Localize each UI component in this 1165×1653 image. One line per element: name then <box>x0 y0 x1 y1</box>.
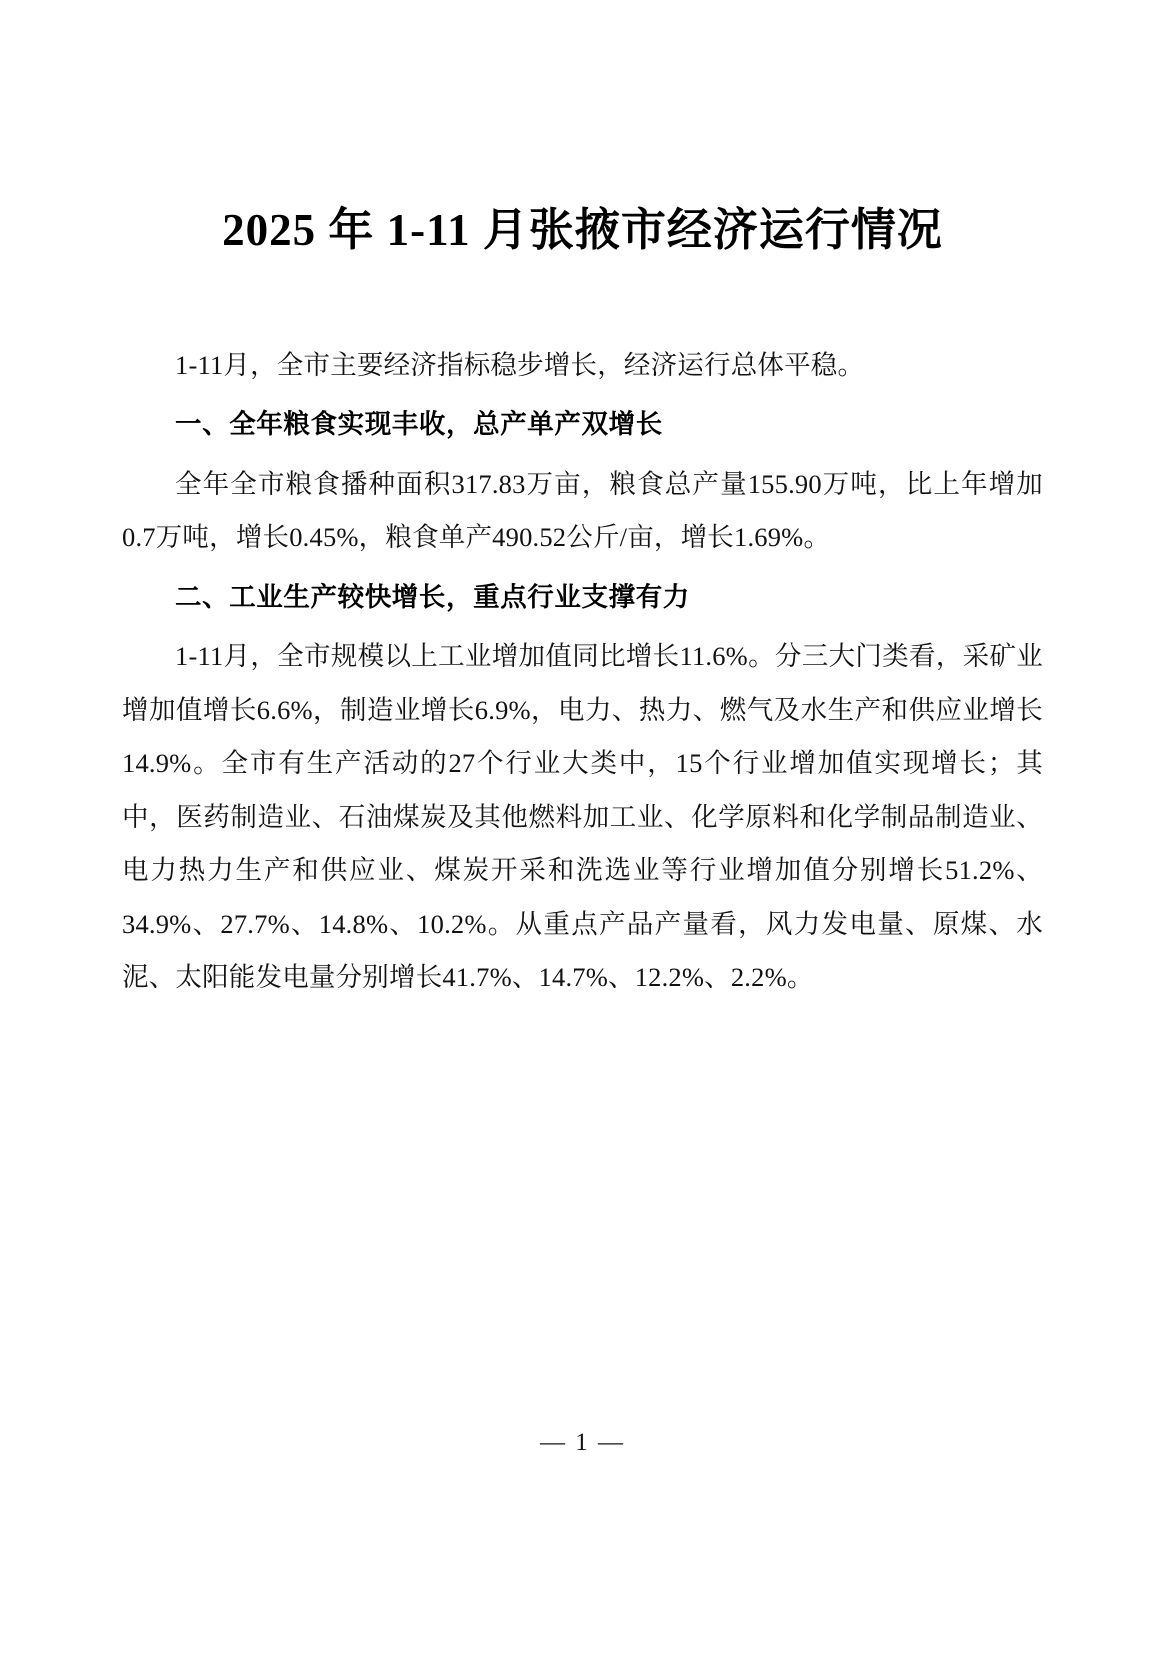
section-heading-1: 一、全年粮食实现丰收，总产单产双增长 <box>175 409 663 440</box>
page-number: — 1 — <box>540 1429 625 1456</box>
intro-paragraph: 1-11月，全市主要经济指标稳步增长，经济运行总体平稳。 <box>175 349 865 380</box>
section-body-1: 全年全市粮食播种面积317.83万亩，粮食总产量155.90万吨，比上年增加0.7万吨，增长0.45%，粮食单产490.52公斤/亩，增长1.69%。 <box>122 468 1043 553</box>
section-body-2: 1-11月，全市规模以上工业增加值同比增长11.6%。分三大门类看，采矿业增加值增长6.6%，制造业增长6.9%，电力、热力、燃气及水生产和供应业增长14.9%。全市有生产活动的27个行业大类中，15个行业增加值实现增长；其中，医药制造业、石油煤炭及其他燃料加工业、化学原料和化学制品制造业、电力热力生产和供应业、煤炭开采和洗选业等行业增加值分别增长51.2%、34.9%、27.7%、14.8%、10.2%。从重点产品产量看，风力发电量、原煤、水泥、太阳能发电量分别增长41.7%、14.7%、12.2%、2.2%。 <box>122 641 1043 993</box>
section-heading-2: 二、工业生产较快增长，重点行业支撑有力 <box>175 581 690 612</box>
page-title: 2025 年 1-11 月张掖市经济运行情况 <box>222 205 943 255</box>
